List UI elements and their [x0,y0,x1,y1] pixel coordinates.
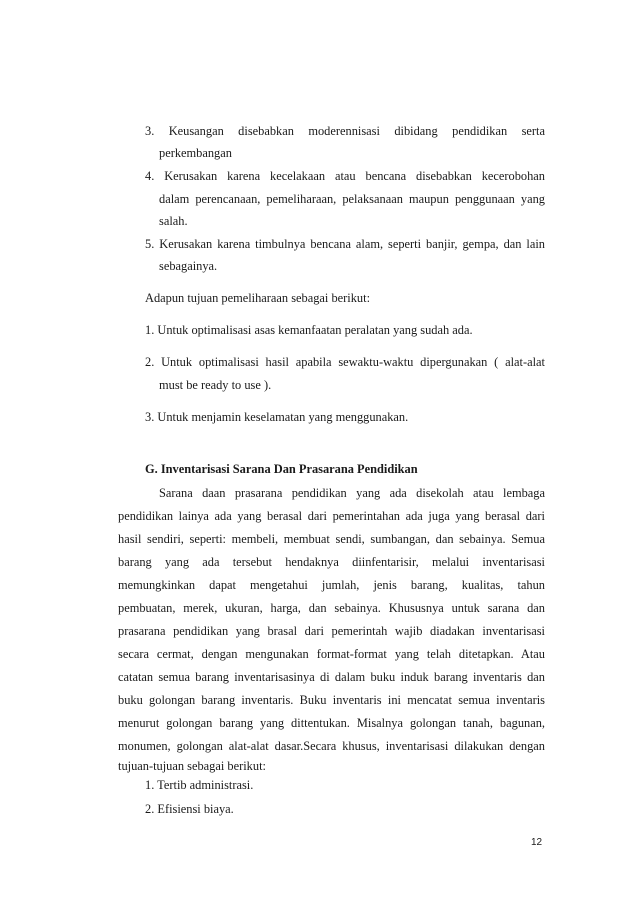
cause-item-4-line-2: dalam perencanaan, pemeliharaan, pelaksanaan maupun penggunaan yang [159,192,545,206]
cause-item-3-line-2: perkembangan [159,146,232,160]
purpose-item-2-line-2: must be ready to use ). [159,378,272,392]
purpose-item-2-line-1: 2. Untuk optimalisasi hasil apabila sewaktu-waktu dipergunakan ( alat-alat [145,355,545,369]
purpose-item-1: 1. Untuk optimalisasi asas kemanfaatan peralatan yang sudah ada. [145,323,473,337]
section-g-para-line-4: barang yang ada tersebut hendaknya diinfentarisir, melalui inventarisasi [118,555,545,569]
section-g-para-line-8: secara cermat, dengan mengunakan format-format yang telah ditetapkan. Atau [118,647,545,661]
cause-item-3-line-1: 3. Keusangan disebabkan moderennisasi dibidang pendidikan serta [145,124,545,138]
section-g-list-item-1: 1. Tertib administrasi. [145,778,254,792]
section-g-para-line-13: tujuan-tujuan sebagai berikut: [118,759,266,773]
purpose-intro: Adapun tujuan pemeliharaan sebagai berikut: [145,291,371,305]
page-number: 12 [531,837,543,848]
section-g-para-line-5: memungkinkan dapat mengetahui jumlah, jenis barang, kualitas, tahun [118,578,545,592]
cause-item-5-line-2: sebagainya. [159,259,218,273]
section-g-para-line-10: buku golongan barang inventaris. Buku inventaris ini mencatat semua inventaris [118,693,545,707]
section-g-para-line-2: pendidikan lainya ada yang berasal dari pemerintahan ada juga yang berasal dari [118,509,545,523]
section-g-para-line-7: prasarana pendidikan yang brasal dari pemerintah wajib diadakan inventarisasi [118,624,545,638]
purpose-item-3: 3. Untuk menjamin keselamatan yang menggunakan. [145,410,409,424]
cause-item-4-line-1: 4. Kerusakan karena kecelakaan atau bencana disebabkan kecerobohan [145,169,545,183]
cause-item-5-line-1: 5. Kerusakan karena timbulnya bencana alam, seperti banjir, gempa, dan lain [145,237,545,251]
cause-item-4-line-3: salah. [159,214,188,228]
section-g-para-line-9: catatan semua barang inventarisasinya di dalam buku induk barang inventaris dan [118,670,545,684]
section-g-para-line-6: pembuatan, merek, ukuran, harga, dan sebainya. Khususnya untuk sarana dan [118,601,545,615]
section-g-para-line-12: monumen, golongan alat-alat dasar.Secara khusus, inventarisasi dilakukan dengan [118,739,545,753]
section-g-para-line-11: menurut golongan barang yang dittentukan. Misalnya golongan tanah, bagunan, [118,716,545,730]
section-g-para-line-3: hasil sendiri, seperti: membeli, membuat sendi, sumbangan, dan sebainya. Semua [118,532,545,546]
section-g-para-line-1: Sarana daan prasarana pendidikan yang ada disekolah atau lembaga [159,486,545,500]
section-g-list-item-2: 2. Efisiensi biaya. [145,802,234,816]
section-g-heading: G. Inventarisasi Sarana Dan Prasarana Pendidikan [145,462,418,476]
